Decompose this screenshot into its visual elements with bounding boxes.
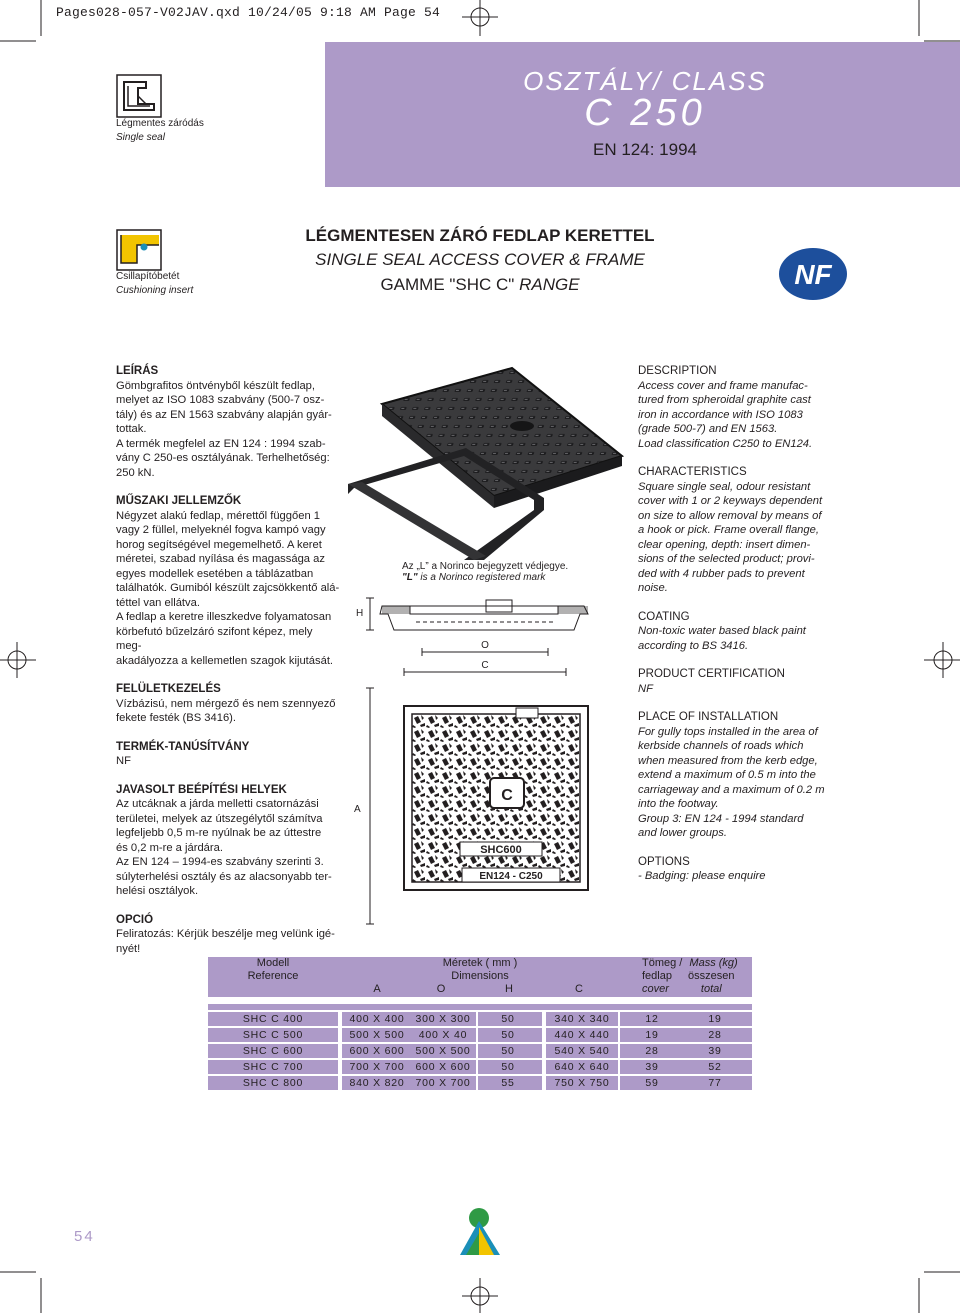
range-prefix: GAMME "SHC C" bbox=[380, 275, 515, 294]
table-cell-a: 840 X 820 bbox=[349, 1077, 405, 1089]
text-line: kerbside channels of roads which bbox=[638, 740, 804, 752]
right-column bbox=[638, 364, 853, 898]
text-line: NF bbox=[638, 682, 653, 695]
text-line: sions of the selected product; provi- bbox=[638, 553, 815, 565]
text-line: vagy 2 füllel, melyeknél fogva kampó vagy bbox=[116, 524, 326, 536]
table-cell-total: 77 bbox=[708, 1077, 722, 1089]
text-line: Feliratozás: Kérjük beszélje meg velünk igé- bbox=[116, 928, 335, 940]
table-cell-model: SHC C 800 bbox=[242, 1077, 304, 1089]
table-cell-h: 50 bbox=[501, 1061, 515, 1073]
header-modell: Modell bbox=[256, 957, 290, 969]
dim-c-label: C bbox=[481, 660, 489, 671]
text-line: tottak. bbox=[116, 423, 147, 435]
text-line: Group 3: EN 124 - 1994 standard bbox=[638, 812, 804, 825]
table-cell-model: SHC C 700 bbox=[242, 1061, 304, 1073]
text-line: according to BS 3416. bbox=[638, 639, 749, 652]
header-mass bbox=[620, 957, 752, 996]
text-line: Load classification C250 to EN124. bbox=[638, 437, 813, 450]
table-cell-o: 500 X 500 bbox=[415, 1045, 471, 1057]
text-line: méretei, szabad nyílása és magassága az bbox=[116, 553, 325, 565]
page-number: 54 bbox=[74, 1228, 95, 1245]
text-line: melyet az ISO 1083 szabvány (500-7 osz- bbox=[116, 394, 325, 406]
header-osszesen: összesen bbox=[687, 970, 735, 982]
installation-heading: PLACE OF INSTALLATION bbox=[638, 711, 779, 723]
class-value: C 250 bbox=[584, 92, 706, 134]
tanusitvany-heading: TERMÉK-TANÚSÍTVÁNY bbox=[116, 740, 250, 753]
text-line: A termék megfelel az EN 124 : 1994 szab- bbox=[116, 437, 326, 450]
text-line: legfeljebb 0,5 m-re nyúlnak be az úttestre bbox=[116, 827, 322, 839]
table-cell-a: 500 X 500 bbox=[349, 1029, 405, 1041]
text-line: nyét! bbox=[116, 942, 141, 955]
text-line: Gömbgrafitos öntvényből készült fedlap, bbox=[116, 379, 315, 392]
header-cover: cover bbox=[642, 983, 669, 995]
product-title-en: SINGLE SEAL ACCESS COVER & FRAME bbox=[315, 250, 645, 269]
table-separator-band bbox=[208, 1004, 752, 1010]
text-line: into the footway. bbox=[638, 798, 719, 810]
text-line: tured from spheroidal graphite cast bbox=[638, 394, 811, 406]
table-cell-total: 19 bbox=[708, 1013, 722, 1025]
text-line: Az utcáknak a járda melletti csatornázási bbox=[116, 798, 319, 810]
text-line: vány C 250-es osztályának. Terhelhetőség: bbox=[116, 452, 330, 464]
text-line: Az EN 124 – 1994-es szabvány szerinti 3. bbox=[116, 856, 324, 868]
table-cell-o: 600 X 600 bbox=[415, 1061, 471, 1073]
table-cell-cover: 59 bbox=[645, 1077, 659, 1089]
text-line: carriageway and a maximum of 0.2 m bbox=[638, 783, 825, 796]
text-line: Vízbázisú, nem mérgező és nem szennyező bbox=[116, 697, 336, 710]
table-cell-total: 28 bbox=[708, 1029, 722, 1041]
file-slug: Pages028-057-V02JAV.qxd 10/24/05 9:18 AM Page 54 bbox=[56, 5, 441, 20]
text-line: súlyterhelési osztály és az alacsonyabb ter- bbox=[116, 870, 332, 883]
text-line: a hook or pick. Frame overall flange, bbox=[638, 524, 819, 536]
trademark-l: "L" bbox=[402, 572, 418, 583]
header-mass-en: Mass (kg) bbox=[689, 957, 738, 969]
table-cell-o: 700 X 700 bbox=[415, 1077, 471, 1089]
table-cell-a: 600 X 600 bbox=[349, 1045, 405, 1057]
text-line: ded with 4 rubber pads to prevent bbox=[638, 567, 805, 580]
product-title-hu: LÉGMENTESEN ZÁRÓ FEDLAP KERETTEL bbox=[305, 226, 655, 245]
text-line: A fedlap a keretre illeszkedve folyamatosan bbox=[116, 611, 332, 623]
opcio-heading: OPCIÓ bbox=[116, 913, 154, 926]
cushioning-label-en: Cushioning insert bbox=[116, 285, 194, 296]
product-range bbox=[200, 275, 760, 295]
characteristics-heading: CHARACTERISTICS bbox=[638, 466, 747, 478]
table-cell-cover: 12 bbox=[645, 1013, 659, 1025]
text-line: extend a maximum of 0.5 m into the bbox=[638, 769, 816, 781]
text-line: noise. bbox=[638, 582, 668, 594]
text-line: 250 kN. bbox=[116, 466, 155, 479]
header-c: C bbox=[575, 983, 583, 995]
text-line: Access cover and frame manufac- bbox=[638, 379, 808, 392]
cushioning-insert-icon bbox=[116, 229, 162, 271]
header-meretek: Méretek ( mm ) bbox=[442, 957, 518, 969]
table-cell-h: 50 bbox=[501, 1045, 515, 1057]
header-tomeg: Tömeg / bbox=[642, 957, 683, 969]
feluletkezeles-heading: FELÜLETKEZELÉS bbox=[116, 683, 221, 695]
company-logo bbox=[458, 1205, 504, 1261]
certification-heading: PRODUCT CERTIFICATION bbox=[638, 668, 785, 680]
range-suffix: RANGE bbox=[519, 275, 580, 294]
trademark-rest: is a Norinco registered mark bbox=[420, 572, 546, 583]
table-cell-cover: 39 bbox=[645, 1061, 659, 1073]
text-line: iron in accordance with ISO 1083 bbox=[638, 408, 803, 421]
text-line: NF bbox=[116, 755, 131, 767]
trademark-note-en bbox=[402, 572, 545, 584]
header-dimensions bbox=[340, 957, 620, 983]
javasolt-heading: JAVASOLT BEÉPÍTÉSI HELYEK bbox=[116, 783, 287, 796]
section-drawing bbox=[352, 592, 600, 678]
table-cell-cover: 28 bbox=[645, 1045, 659, 1057]
dim-h-label: H bbox=[356, 608, 364, 619]
leiras-heading: LEÍRÁS bbox=[116, 365, 159, 377]
text-line: For gully tops installed in the area of bbox=[638, 725, 818, 738]
plate-model-text: SHC600 bbox=[480, 844, 522, 856]
table-cell-total: 39 bbox=[708, 1045, 722, 1057]
table-cell-c: 640 X 640 bbox=[554, 1061, 610, 1073]
text-line: when measured from the kerb edge, bbox=[638, 754, 818, 767]
text-line: találhatók. Gumiból készült zajcsökkentő alá- bbox=[116, 582, 340, 594]
table-cell-c: 340 X 340 bbox=[554, 1013, 610, 1025]
product-photo bbox=[344, 360, 626, 562]
table-cell-o: 400 X 40 bbox=[418, 1029, 468, 1041]
dim-o-label: O bbox=[481, 640, 489, 651]
table-cell-h: 55 bbox=[501, 1077, 515, 1089]
class-label: OSZTÁLY/ CLASS bbox=[523, 66, 767, 96]
left-column bbox=[116, 364, 341, 970]
table-cell-cover: 19 bbox=[645, 1029, 659, 1041]
text-line: Non-toxic water based black paint bbox=[638, 625, 806, 637]
nf-logo bbox=[777, 246, 849, 302]
cushioning-label-hu: Csillapítóbetét bbox=[116, 271, 180, 282]
plate-std-text: EN124 - C250 bbox=[479, 871, 543, 882]
options-heading: OPTIONS bbox=[638, 855, 690, 868]
header-o: O bbox=[436, 983, 446, 995]
text-line: Négyzet alakú fedlap, mérettől függően 1 bbox=[116, 509, 320, 522]
dim-a-label: A bbox=[354, 804, 361, 815]
text-line: akadályozza a kellemetlen szagok kijutását. bbox=[116, 654, 334, 667]
table-cell-c: 540 X 540 bbox=[554, 1045, 610, 1057]
table-cell-total: 52 bbox=[708, 1061, 722, 1073]
header-a: A bbox=[373, 983, 381, 995]
top-view-drawing bbox=[342, 686, 590, 936]
text-line: körbefutó bűzelzáró szifont képez, mely meg- bbox=[116, 625, 313, 652]
table-cell-h: 50 bbox=[501, 1029, 515, 1041]
header-fedlap: fedlap bbox=[642, 970, 672, 982]
table-cell-c: 440 X 440 bbox=[554, 1029, 610, 1041]
header-reference: Reference bbox=[247, 970, 299, 982]
header-dimensions-en: Dimensions bbox=[451, 970, 509, 982]
text-line: and lower groups. bbox=[638, 827, 727, 839]
text-line: területei, melyek az útszegélytől számítva bbox=[116, 812, 323, 825]
coating-heading: COATING bbox=[638, 610, 690, 623]
header-model bbox=[208, 957, 338, 983]
header-total: total bbox=[700, 983, 722, 995]
svg-text:C: C bbox=[501, 787, 513, 804]
text-line: helési osztályok. bbox=[116, 885, 199, 897]
trademark-note-hu: Az „L” a Norinco bejegyzett védjegye. bbox=[402, 561, 569, 572]
table-cell-a: 700 X 700 bbox=[349, 1061, 405, 1073]
single-seal-label-hu: Légmentes záródás bbox=[116, 118, 204, 129]
header-h: H bbox=[505, 983, 513, 995]
text-line: horog segítségével megemelhető. A keret bbox=[116, 538, 322, 551]
text-line: egyes modellek esetében a táblázatban bbox=[116, 567, 314, 580]
text-line: clear opening, depth: insert dimen- bbox=[638, 538, 811, 551]
single-seal-icon bbox=[116, 74, 162, 118]
standard-label: EN 124: 1994 bbox=[593, 140, 697, 159]
text-line: - Badging: please enquire bbox=[638, 870, 766, 882]
text-line: (grade 500-7) and EN 1563. bbox=[638, 423, 778, 435]
text-line: téttel van ellátva. bbox=[116, 596, 200, 609]
table-cell-a: 400 X 400 bbox=[349, 1013, 405, 1025]
text-line: és 0,2 m-re a járdára. bbox=[116, 841, 223, 854]
table-cell-o: 300 X 300 bbox=[415, 1013, 471, 1025]
nf-logo-text: NF bbox=[794, 259, 832, 290]
text-line: fekete festék (BS 3416). bbox=[116, 712, 237, 724]
text-line: on size to allow removal by means of bbox=[638, 509, 822, 522]
table-cell-c: 750 X 750 bbox=[554, 1077, 610, 1089]
table-cell-h: 50 bbox=[501, 1013, 515, 1025]
description-heading: DESCRIPTION bbox=[638, 365, 717, 377]
muszaki-heading: MŰSZAKI JELLEMZŐK bbox=[116, 495, 242, 507]
text-line: cover with 1 or 2 keyways dependent bbox=[638, 495, 823, 507]
text-line: tály) és az EN 1563 szabvány alapján gyár- bbox=[116, 408, 332, 421]
table-cell-model: SHC C 600 bbox=[242, 1045, 304, 1057]
text-line: Square single seal, odour resistant bbox=[638, 480, 811, 493]
table-cell-model: SHC C 400 bbox=[242, 1013, 304, 1025]
table-cell-model: SHC C 500 bbox=[242, 1029, 304, 1041]
single-seal-label-en: Single seal bbox=[116, 132, 165, 143]
